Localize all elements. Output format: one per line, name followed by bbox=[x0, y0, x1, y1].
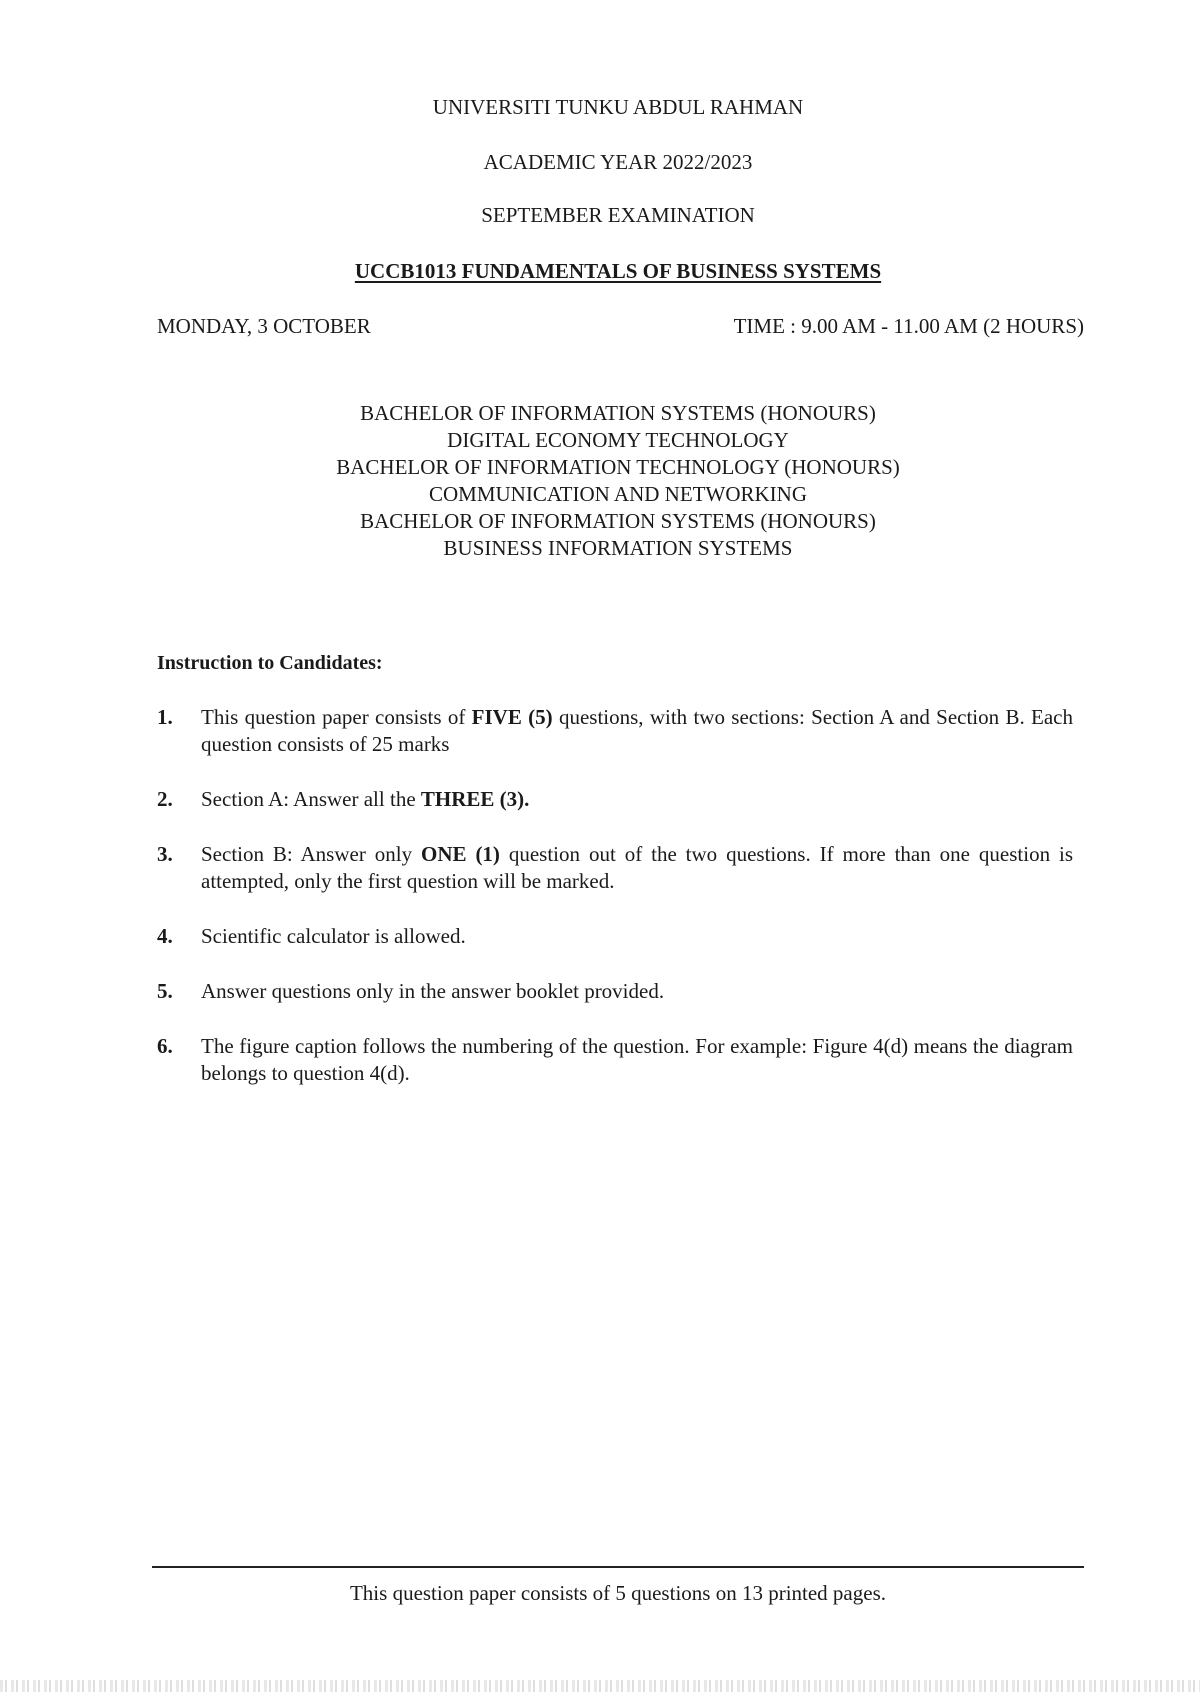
instructions-list bbox=[157, 704, 1073, 1115]
programme-line: DIGITAL ECONOMY TECHNOLOGY bbox=[447, 428, 789, 452]
instruction-text: Answer questions only in the answer booklet provided. bbox=[201, 979, 665, 1003]
programme-line: BACHELOR OF INFORMATION SYSTEMS (HONOURS) bbox=[360, 401, 876, 425]
instruction-emphasis: THREE (3). bbox=[420, 787, 530, 811]
examination-title: SEPTEMBER EXAMINATION bbox=[481, 203, 755, 227]
instruction-number: 1. bbox=[157, 705, 173, 729]
instruction-item bbox=[157, 923, 1073, 950]
instructions-heading: Instruction to Candidates: bbox=[157, 652, 383, 674]
programme-line: COMMUNICATION AND NETWORKING bbox=[429, 482, 807, 506]
programme-line: BACHELOR OF INFORMATION SYSTEMS (HONOURS) bbox=[360, 509, 876, 533]
instruction-emphasis: ONE (1) bbox=[421, 842, 500, 866]
instruction-number: 2. bbox=[157, 787, 173, 811]
instruction-text: The figure caption follows the numbering of the question. For example: Figure 4(d) means the diagram belongs to question 4(d). bbox=[201, 1034, 1073, 1085]
instruction-text: Scientific calculator is allowed. bbox=[201, 924, 466, 948]
instruction-text: Section B: Answer only bbox=[201, 842, 422, 866]
course-title: UCCB1013 FUNDAMENTALS OF BUSINESS SYSTEMS bbox=[354, 259, 882, 283]
programme-line: BACHELOR OF INFORMATION TECHNOLOGY (HONOURS) bbox=[336, 455, 900, 479]
instruction-item bbox=[157, 1033, 1073, 1087]
instruction-emphasis: FIVE (5) bbox=[471, 705, 553, 729]
instruction-text: questions, with two sections: Section A and Section B. Each question consists of 25 marks bbox=[201, 705, 1073, 756]
exam-date: MONDAY, 3 OCTOBER bbox=[157, 314, 371, 338]
instruction-item bbox=[157, 704, 1073, 758]
instruction-number: 3. bbox=[157, 842, 173, 866]
instruction-number: 4. bbox=[157, 924, 173, 948]
scan-artifact-strip bbox=[0, 1680, 1200, 1692]
instruction-number: 5. bbox=[157, 979, 173, 1003]
footer-note: This question paper consists of 5 questions on 13 printed pages. bbox=[349, 1581, 886, 1605]
programme-line: BUSINESS INFORMATION SYSTEMS bbox=[443, 536, 793, 560]
programme-list bbox=[0, 400, 1200, 562]
instruction-text: question out of the two questions. If more than one question is attempted, only the first question will be marked. bbox=[201, 842, 1073, 893]
instruction-item bbox=[157, 841, 1073, 895]
instruction-text: This question paper consists of bbox=[201, 705, 472, 729]
footer-divider bbox=[152, 1566, 1084, 1568]
exam-time: TIME : 9.00 AM - 11.00 AM (2 HOURS) bbox=[733, 314, 1084, 338]
academic-year: ACADEMIC YEAR 2022/2023 bbox=[483, 150, 753, 174]
university-name: UNIVERSITI TUNKU ABDUL RAHMAN bbox=[432, 95, 804, 119]
instruction-item bbox=[157, 786, 1073, 813]
instruction-text: Section A: Answer all the bbox=[201, 787, 421, 811]
instruction-number: 6. bbox=[157, 1034, 173, 1058]
instruction-item bbox=[157, 978, 1073, 1005]
